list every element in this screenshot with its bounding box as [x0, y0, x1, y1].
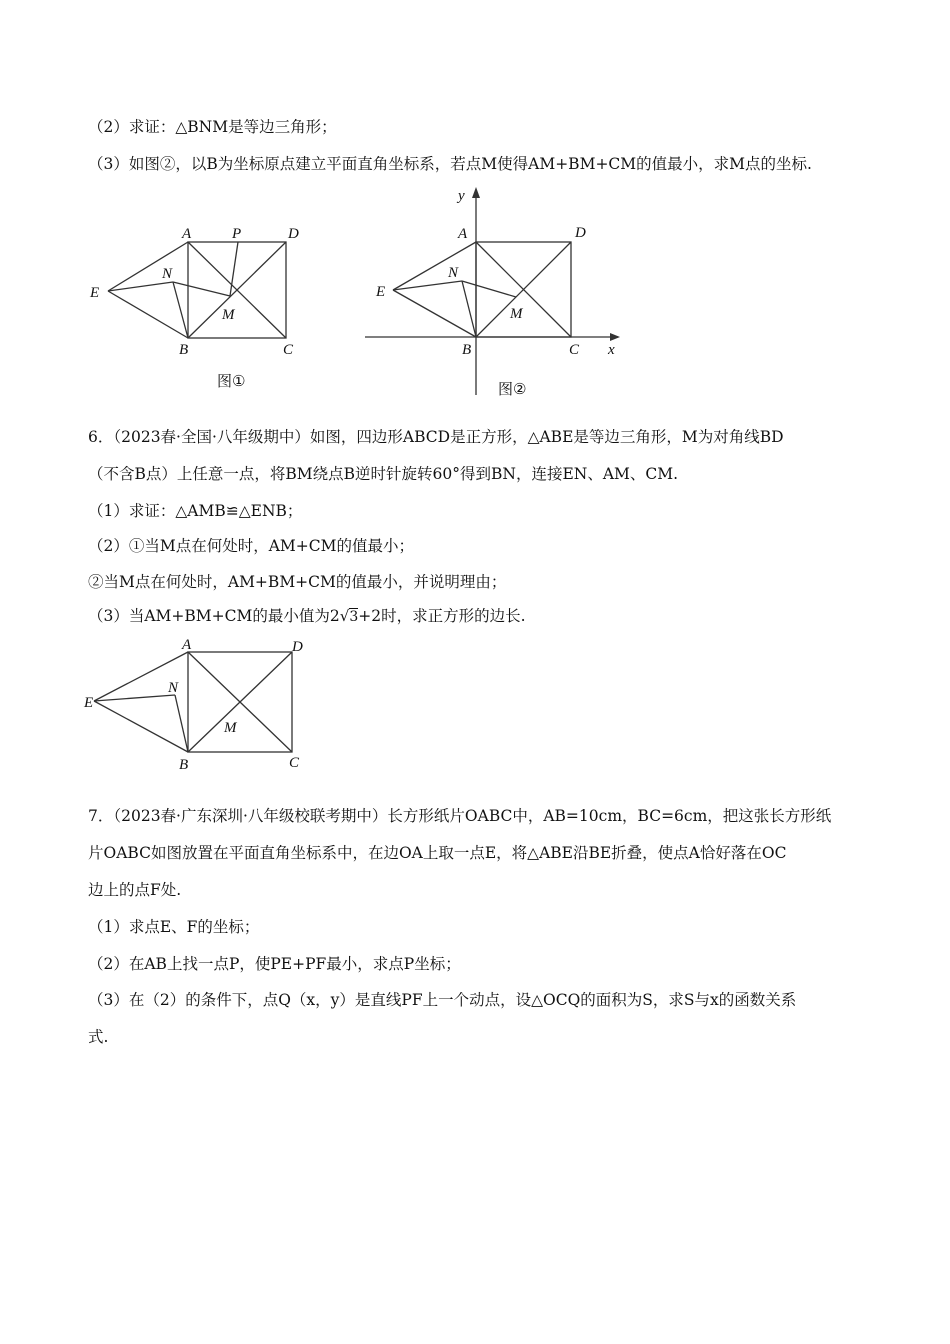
fig3-label-d: D — [292, 639, 303, 655]
q6-part3-suffix: +2时，求正方形的边长. — [358, 607, 526, 625]
q6-part2b: ②当M点在何处时，AM+BM+CM的值最小，并说明理由； — [88, 573, 507, 591]
figure-3 — [80, 632, 320, 777]
fig1-label-n: N — [162, 266, 173, 282]
fig3-label-n: N — [168, 680, 179, 696]
fig3-label-e: E — [84, 695, 94, 711]
radicand: 3 — [349, 609, 359, 625]
fig1-label-e: E — [90, 285, 100, 301]
q6-part2a: （2）①当M点在何处时，AM+CM的值最小； — [88, 537, 415, 555]
fig2-label-y: y — [458, 188, 465, 204]
q7-part3: （3）在（2）的条件下，点Q（x，y）是直线PF上一个动点，设△OCQ的面积为S，求S与x的函数关系 — [88, 991, 797, 1009]
fig1-label-a: A — [182, 226, 192, 242]
q7-part1: （1）求点E、F的坐标； — [88, 918, 260, 936]
figure-1 — [80, 218, 320, 398]
fig1-label-b: B — [179, 342, 189, 358]
fig1-label-d: D — [288, 226, 299, 242]
fig2-label-e: E — [376, 284, 386, 300]
q7-line2: 片OABC如图放置在平面直角坐标系中，在边OA上取一点E，将△ABE沿BE折叠，使点A恰好落在OC — [88, 844, 787, 862]
q6-line1: 6．（2023春·全国·八年级期中）如图，四边形ABCD是正方形，△ABE是等边三角形，M为对角线BD — [88, 428, 784, 446]
fig1-caption: 图① — [217, 372, 246, 390]
q6-line2: （不含B点）上任意一点，将BM绕点B逆时针旋转60°得到BN，连接EN、AM、CM. — [88, 465, 679, 483]
fig3-label-a: A — [182, 637, 192, 653]
q6-part3-prefix: （3）当AM+BM+CM的最小值为2 — [88, 607, 340, 625]
fig1-label-p: P — [232, 226, 242, 242]
q5-part2: （2）求证：△BNM是等边三角形； — [88, 118, 337, 136]
figure-2 — [360, 180, 630, 405]
q6-part3 — [88, 605, 526, 628]
q7-line1: 7．（2023春·广东深圳·八年级校联考期中）长方形纸片OABC中，AB=10cm，BC=6cm，把这张长方形纸 — [88, 807, 832, 825]
fig2-label-d: D — [575, 225, 586, 241]
fig3-label-c: C — [289, 755, 300, 771]
fig3-label-b: B — [179, 757, 189, 773]
fig2-label-a: A — [458, 226, 468, 242]
fig2-label-x: x — [608, 342, 615, 358]
fig2-label-c: C — [569, 342, 580, 358]
fig2-label-n: N — [448, 265, 459, 281]
fig2-caption: 图② — [498, 380, 527, 398]
fig1-label-m: M — [222, 307, 235, 323]
fig3-label-m: M — [224, 720, 237, 736]
q5-part3: （3）如图②，以B为坐标原点建立平面直角坐标系，若点M使得AM+BM+CM的值最小，求M点的坐标. — [88, 155, 812, 173]
fig2-label-b: B — [462, 342, 472, 358]
radical-sign: √ — [339, 607, 350, 625]
fig2-label-m: M — [510, 306, 523, 322]
q7-part2: （2）在AB上找一点P，使PE+PF最小，求点P坐标； — [88, 955, 461, 973]
fig1-label-c: C — [283, 342, 294, 358]
q6-part1: （1）求证：△AMB≌△ENB； — [88, 502, 303, 520]
q7-part3-cont: 式. — [88, 1028, 109, 1046]
q7-line3: 边上的点F处. — [88, 881, 182, 899]
